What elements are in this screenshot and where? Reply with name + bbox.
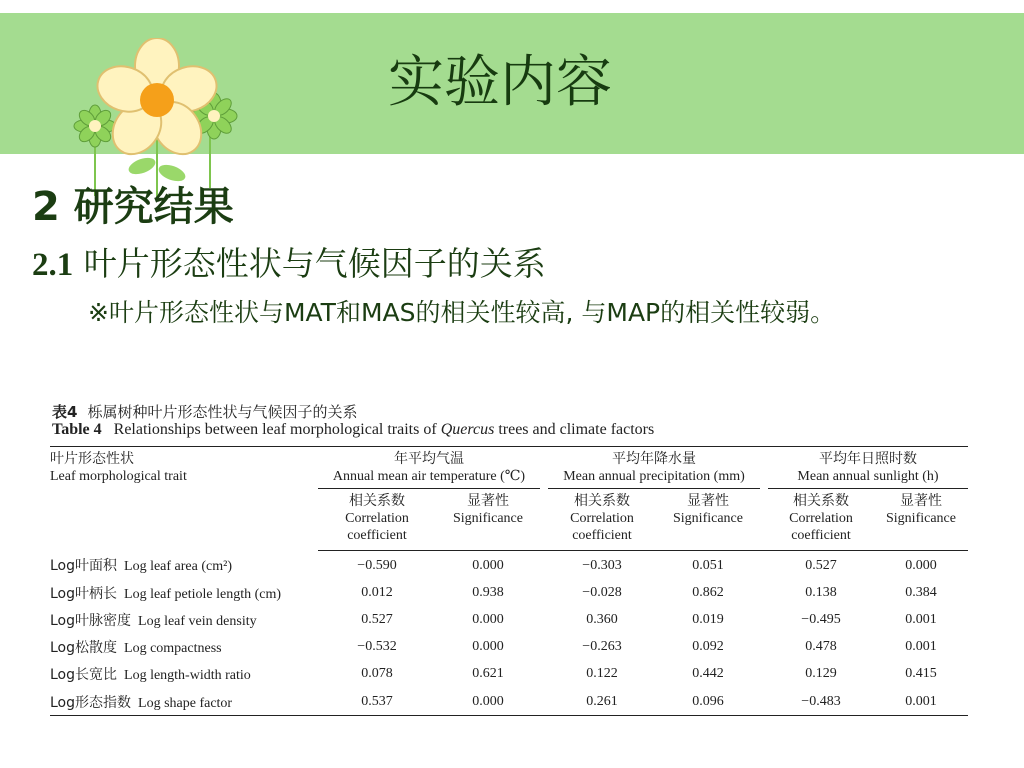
correlation-cell: −0.532 [357, 639, 397, 655]
column-gap [540, 634, 548, 661]
significance-cell: 0.051 [692, 557, 724, 573]
group-header-zh: 年平均气温 [394, 451, 464, 467]
subheader-significance-en: Significance [886, 511, 956, 526]
correlation-table [50, 446, 968, 716]
subheader-correlation-en: Correlation [345, 511, 409, 526]
slide-title: 实验内容 [388, 50, 612, 115]
correlation-cell: 0.360 [586, 611, 618, 627]
group-header-en: Mean annual sunlight (h) [797, 469, 939, 484]
table-caption-en-genus: Quercus [440, 421, 495, 438]
trait-cell [50, 688, 318, 716]
column-gap [760, 634, 768, 661]
table-row [50, 606, 968, 633]
significance-cell: 0.000 [436, 688, 540, 716]
table-row [50, 661, 968, 688]
correlation-cell: 0.122 [586, 666, 618, 682]
trait-name-zh: Log叶面积 [50, 558, 118, 575]
column-gap [540, 579, 548, 606]
group-header-zh: 平均年日照时数 [819, 451, 917, 467]
subheader-significance [436, 489, 540, 551]
significance-cell: 0.442 [692, 666, 724, 682]
significance-cell: 0.019 [692, 611, 724, 627]
trait-cell [50, 661, 318, 688]
column-gap [540, 447, 548, 489]
subheader-correlation-en2: coefficient [791, 528, 851, 543]
subheader-correlation-zh: 相关系数 [349, 493, 405, 509]
significance-cell: 0.001 [905, 611, 937, 627]
trait-name-zh: Log叶柄长 [50, 585, 118, 602]
summary-note: ※叶片形态性状与MAT和MAS的相关性较高, 与MAP的相关性较弱。 [88, 298, 836, 327]
correlation-cell: −0.590 [357, 557, 397, 573]
correlation-cell: 0.478 [805, 639, 837, 655]
correlation-cell: 0.078 [361, 666, 393, 682]
subheader-correlation-en: Correlation [570, 511, 634, 526]
column-gap [540, 489, 548, 551]
column-gap [760, 447, 768, 489]
subsection-title: 叶片形态性状与气候因子的关系 [83, 244, 546, 283]
subheader-significance [656, 489, 760, 551]
trait-name-en: Log length-width ratio [124, 668, 251, 684]
subheader-significance-en: Significance [453, 511, 523, 526]
table-row [50, 634, 968, 661]
subheader-correlation-en2: coefficient [572, 528, 632, 543]
significance-cell: 0.096 [656, 688, 760, 716]
group-header-en: Annual mean air temperature (℃) [332, 469, 526, 484]
correlation-cell: −0.483 [768, 688, 874, 716]
correlation-cell: −0.495 [801, 611, 841, 627]
column-gap [760, 489, 768, 551]
significance-cell: 0.000 [472, 639, 504, 655]
significance-cell: 0.001 [874, 688, 968, 716]
subheader-significance-zh: 显著性 [467, 493, 509, 509]
column-gap [760, 688, 768, 716]
column-gap [760, 606, 768, 633]
trait-header [50, 447, 318, 551]
subheader-significance-en: Significance [673, 511, 743, 526]
significance-cell: 0.092 [692, 639, 724, 655]
correlation-cell: 0.261 [548, 688, 656, 716]
subheader-correlation [548, 489, 656, 551]
subheader-correlation-zh: 相关系数 [574, 493, 630, 509]
table-caption-zh [52, 401, 357, 422]
subheader-correlation-en: Correlation [789, 511, 853, 526]
trait-cell [50, 579, 318, 606]
table-row [50, 688, 968, 716]
trait-cell [50, 634, 318, 661]
significance-cell: 0.000 [472, 611, 504, 627]
table-row [50, 551, 968, 580]
significance-cell: 0.000 [472, 557, 504, 573]
subheader-correlation-zh: 相关系数 [793, 493, 849, 509]
correlation-cell: −0.263 [582, 639, 622, 655]
group-header-temperature [318, 447, 540, 489]
table-caption-en [52, 421, 654, 439]
table-caption-en-post: trees and climate factors [494, 421, 655, 438]
subheader-correlation [768, 489, 874, 551]
significance-cell: 0.938 [472, 584, 504, 600]
trait-name-zh: Log叶脉密度 [50, 612, 132, 629]
group-header-en: Mean annual precipitation (mm) [563, 469, 745, 484]
significance-cell: 0.621 [472, 666, 504, 682]
significance-cell: 0.384 [905, 584, 937, 600]
column-gap [540, 606, 548, 633]
column-gap [760, 579, 768, 606]
correlation-cell: 0.527 [361, 611, 393, 627]
trait-cell [50, 551, 318, 580]
group-header-zh: 平均年降水量 [612, 451, 696, 467]
correlation-cell: −0.303 [582, 557, 622, 573]
trait-name-en: Log shape factor [138, 695, 233, 711]
section-heading: 2 研究结果 [32, 184, 234, 230]
trait-name-en: Log leaf area (cm²) [124, 559, 232, 575]
trait-name-en: Log leaf vein density [138, 613, 257, 629]
subheader-significance-zh: 显著性 [900, 493, 942, 509]
correlation-cell: 0.129 [805, 666, 837, 682]
column-gap [760, 661, 768, 688]
column-gap [540, 551, 548, 580]
correlation-cell: −0.028 [582, 584, 622, 600]
column-gap [760, 551, 768, 580]
column-gap [540, 688, 548, 716]
subheader-significance [874, 489, 968, 551]
significance-cell: 0.001 [905, 639, 937, 655]
subheader-significance-zh: 显著性 [687, 493, 729, 509]
subsection-heading [32, 238, 546, 285]
significance-cell: 0.000 [905, 557, 937, 573]
significance-cell: 0.415 [905, 666, 937, 682]
significance-cell: 0.862 [692, 584, 724, 600]
table-caption-en-pre: Relationships between leaf morphological traits of [113, 421, 441, 438]
trait-name-zh: Log松散度 [50, 640, 118, 657]
table-label-zh: 表4 [52, 403, 78, 421]
table-label-en: Table 4 [52, 421, 102, 438]
trait-cell [50, 606, 318, 633]
trait-name-zh: Log形态指数 [50, 694, 132, 711]
trait-name-en: Log compactness [124, 641, 222, 657]
trait-header-en: Leaf morphological trait [50, 469, 187, 484]
group-header-precipitation [548, 447, 760, 489]
table-caption-zh-text: 栎属树种叶片形态性状与气候因子的关系 [87, 403, 358, 421]
table-body [50, 551, 968, 716]
correlation-cell: 0.537 [318, 688, 436, 716]
subsection-number: 2.1 [32, 247, 74, 283]
correlation-cell: 0.138 [805, 584, 837, 600]
subheader-correlation [318, 489, 436, 551]
correlation-cell: 0.012 [361, 584, 393, 600]
group-header-sunlight [768, 447, 968, 489]
trait-name-zh: Log长宽比 [50, 667, 118, 684]
correlation-cell: 0.527 [805, 557, 837, 573]
trait-header-zh: 叶片形态性状 [50, 451, 134, 467]
column-gap [540, 661, 548, 688]
table-row [50, 579, 968, 606]
trait-name-en: Log leaf petiole length (cm) [124, 586, 282, 602]
subheader-correlation-en2: coefficient [347, 528, 407, 543]
